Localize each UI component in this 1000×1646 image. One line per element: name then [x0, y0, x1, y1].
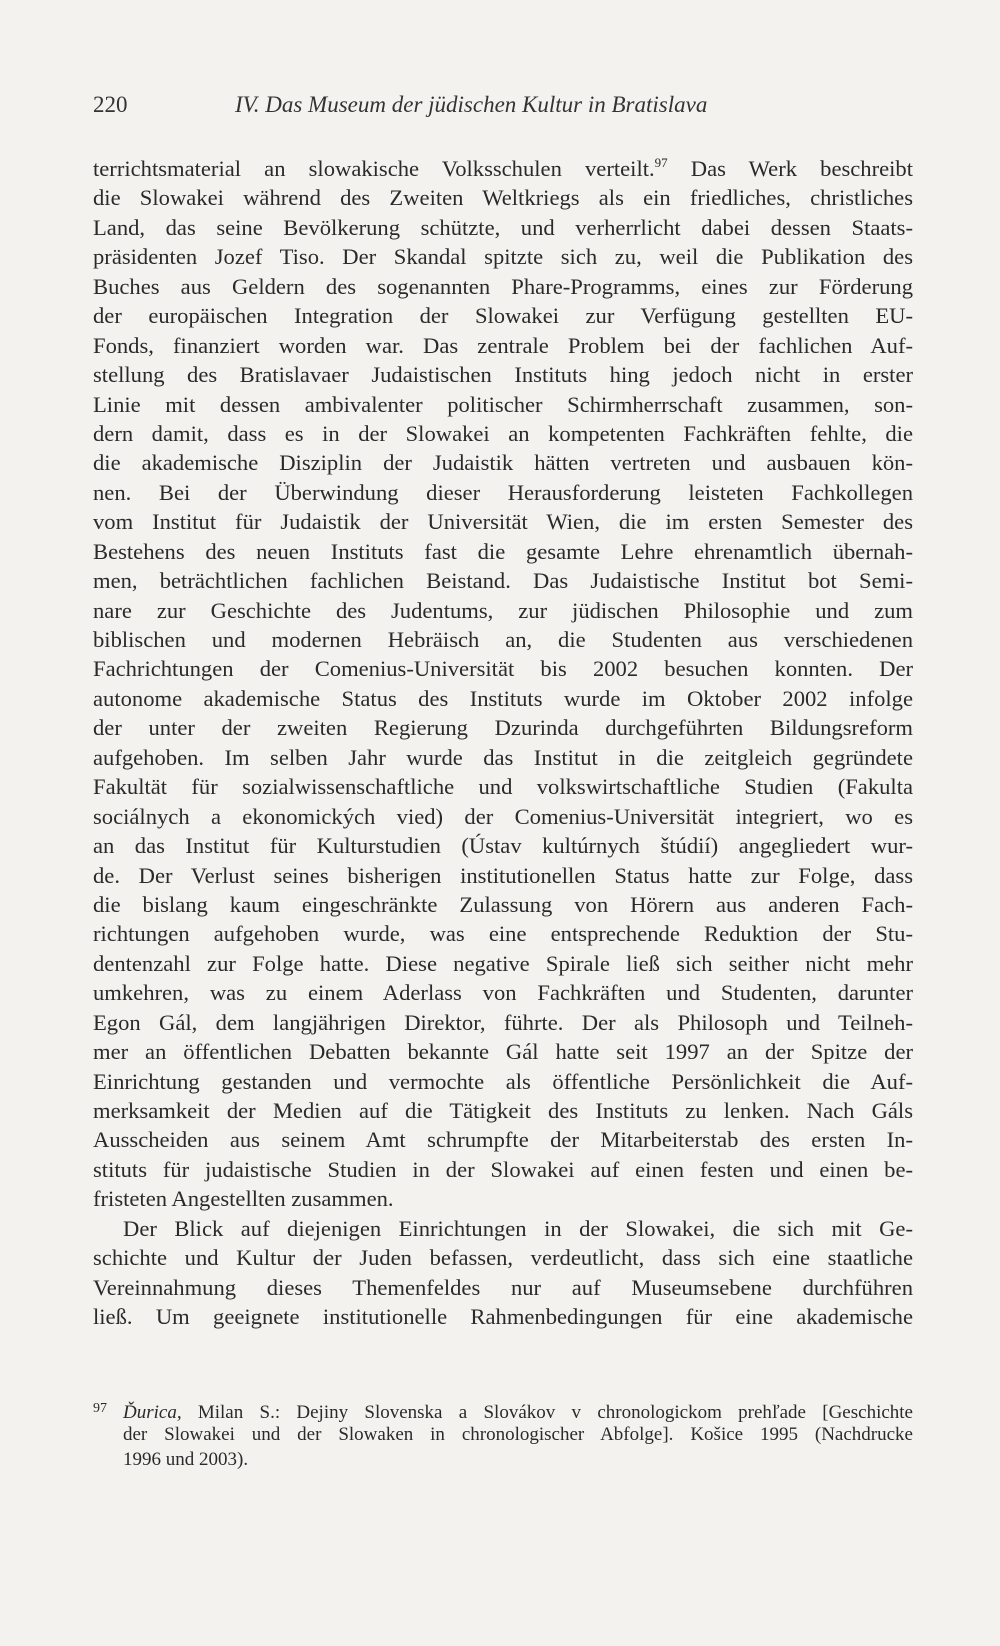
body-line	[93, 154, 913, 183]
body-line: ließ. Um geeignete institutionelle Rahmenbedingungen für eine akademische	[93, 1304, 913, 1330]
body-line: richtungen aufgehoben wurde, was eine entsprechende Reduktion der Stu-	[93, 921, 913, 947]
body-line: an das Institut für Kulturstudien (Ústav kultúrnych štúdií) angegliedert wur-	[93, 833, 913, 859]
running-head	[93, 90, 913, 120]
body-line: Fonds, finanziert worden war. Das zentrale Problem bei der fachlichen Auf-	[93, 332, 913, 358]
footnote-author: Ďurica,	[123, 1402, 182, 1423]
body-line: schichte und Kultur der Juden befassen, verdeutlicht, dass sich eine staatliche	[93, 1245, 913, 1271]
footnote-reference: 97	[654, 155, 668, 170]
body-line: die bislang kaum eingeschränkte Zulassung von Hörern aus anderen Fach-	[93, 891, 913, 917]
body-line: der unter der zweiten Regierung Dzurinda durchgeführten Bildungsreform	[93, 715, 913, 741]
page-number: 220	[93, 92, 128, 117]
body-line: Fachrichtungen der Comenius-Universität bis 2002 besuchen konnten. Der	[93, 656, 913, 682]
footnote-number: 97	[93, 1401, 107, 1416]
body-line: autonome akademische Status des Instituts wurde im Oktober 2002 infolge	[93, 685, 913, 711]
body-line: merksamkeit der Medien auf die Tätigkeit des Instituts zu lenken. Nach Gáls	[93, 1098, 913, 1123]
chapter-title: IV. Das Museum der jüdischen Kultur in Bratislava	[235, 92, 708, 117]
footnote-line	[93, 1396, 913, 1422]
body-line: vom Institut für Judaistik der Universität Wien, die im ersten Semester des	[93, 509, 913, 535]
body-line: nen. Bei der Überwindung dieser Herausforderung leisteten Fachkollegen	[93, 479, 913, 505]
body-line: biblischen und modernen Hebräisch an, die Studenten aus verschiedenen	[93, 627, 913, 652]
body-line: fristeten Angestellten zusammen.	[93, 1186, 394, 1212]
body-line: Bestehens des neuen Instituts fast die gesamte Lehre ehrenamtlich übernah-	[93, 538, 913, 564]
body-line: stellung des Bratislavaer Judaistischen Instituts hing jedoch nicht in erster	[93, 362, 913, 388]
body-line: sociálnych a ekonomických vied) der Comenius-Universität integriert, wo es	[93, 803, 913, 829]
body-line: die akademische Disziplin der Judaistik hätten vertreten und ausbauen kön-	[93, 450, 913, 476]
body-line: Fakultät für sozialwissenschaftliche und volkswirtschaftliche Studien (Fakulta	[93, 774, 913, 800]
body-line: Buches aus Geldern des sogenannten Phare-Programms, eines zur Förderung	[93, 273, 913, 299]
footnote-text: Milan S.: Dejiny Slovenska a Slovákov v chronologickom prehľade [Geschichte	[181, 1402, 913, 1423]
body-text	[93, 154, 913, 1332]
body-line: präsidenten Jozef Tiso. Der Skandal spitzte sich zu, weil die Publikation des	[93, 244, 913, 270]
body-line: der europäischen Integration der Slowakei zur Verfügung gestellten EU-	[93, 303, 913, 329]
body-line: Land, das seine Bevölkerung schützte, und verherrlicht dabei dessen Staats-	[93, 214, 913, 240]
footnote-line: der Slowakei und der Slowaken in chronologischer Abfolge]. Košice 1995 (Nachdrucke	[123, 1423, 913, 1445]
body-line: men, beträchtlichen fachlichen Beistand. Das Judaistische Institut bot Semi-	[93, 568, 913, 594]
body-line: dern damit, dass es in der Slowakei an kompetenten Fachkräften fehlte, die	[93, 420, 913, 446]
body-line: Einrichtung gestanden und vermochte als öffentliche Persönlichkeit die Auf-	[93, 1068, 913, 1094]
footnote-line: 1996 und 2003).	[123, 1449, 249, 1470]
body-line: umkehren, was zu einem Aderlass von Fachkräften und Studenten, darunter	[93, 980, 913, 1006]
body-line: Linie mit dessen ambivalenter politischer Schirmherrschaft zusammen, son-	[93, 391, 913, 417]
footnotes	[93, 1396, 913, 1473]
body-line: Egon Gál, dem langjährigen Direktor, führte. Der als Philosoph und Teilneh-	[93, 1009, 913, 1035]
body-line: Vereinnahmung dieses Themenfeldes nur auf Museumsebene durchführen	[93, 1274, 913, 1300]
body-line-text: Das Werk beschreibt	[667, 156, 914, 181]
body-line: stituts für judaistische Studien in der Slowakei auf einen festen und einen be-	[93, 1156, 913, 1182]
body-line: mer an öffentlichen Debatten bekannte Gál hatte seit 1997 an der Spitze der	[93, 1039, 913, 1065]
body-line: Ausscheiden aus seinem Amt schrumpfte der Mitarbeiterstab des ersten In-	[93, 1127, 913, 1153]
body-line-text: terrichtsmaterial an slowakische Volksschulen verteilt.	[93, 156, 655, 181]
body-line: de. Der Verlust seines bisherigen institutionellen Status hatte zur Folge, dass	[93, 862, 913, 888]
body-line: aufgehoben. Im selben Jahr wurde das Institut in die zeitgleich gegründete	[93, 744, 913, 770]
body-line: dentenzahl zur Folge hatte. Diese negative Spirale ließ sich seither nicht mehr	[93, 950, 913, 976]
body-line: nare zur Geschichte des Judentums, zur jüdischen Philosophie und zum	[93, 597, 913, 623]
body-line: Der Blick auf diejenigen Einrichtungen in der Slowakei, die sich mit Ge-	[123, 1215, 913, 1241]
body-line: die Slowakei während des Zweiten Weltkriegs als ein friedliches, christliches	[93, 185, 913, 211]
